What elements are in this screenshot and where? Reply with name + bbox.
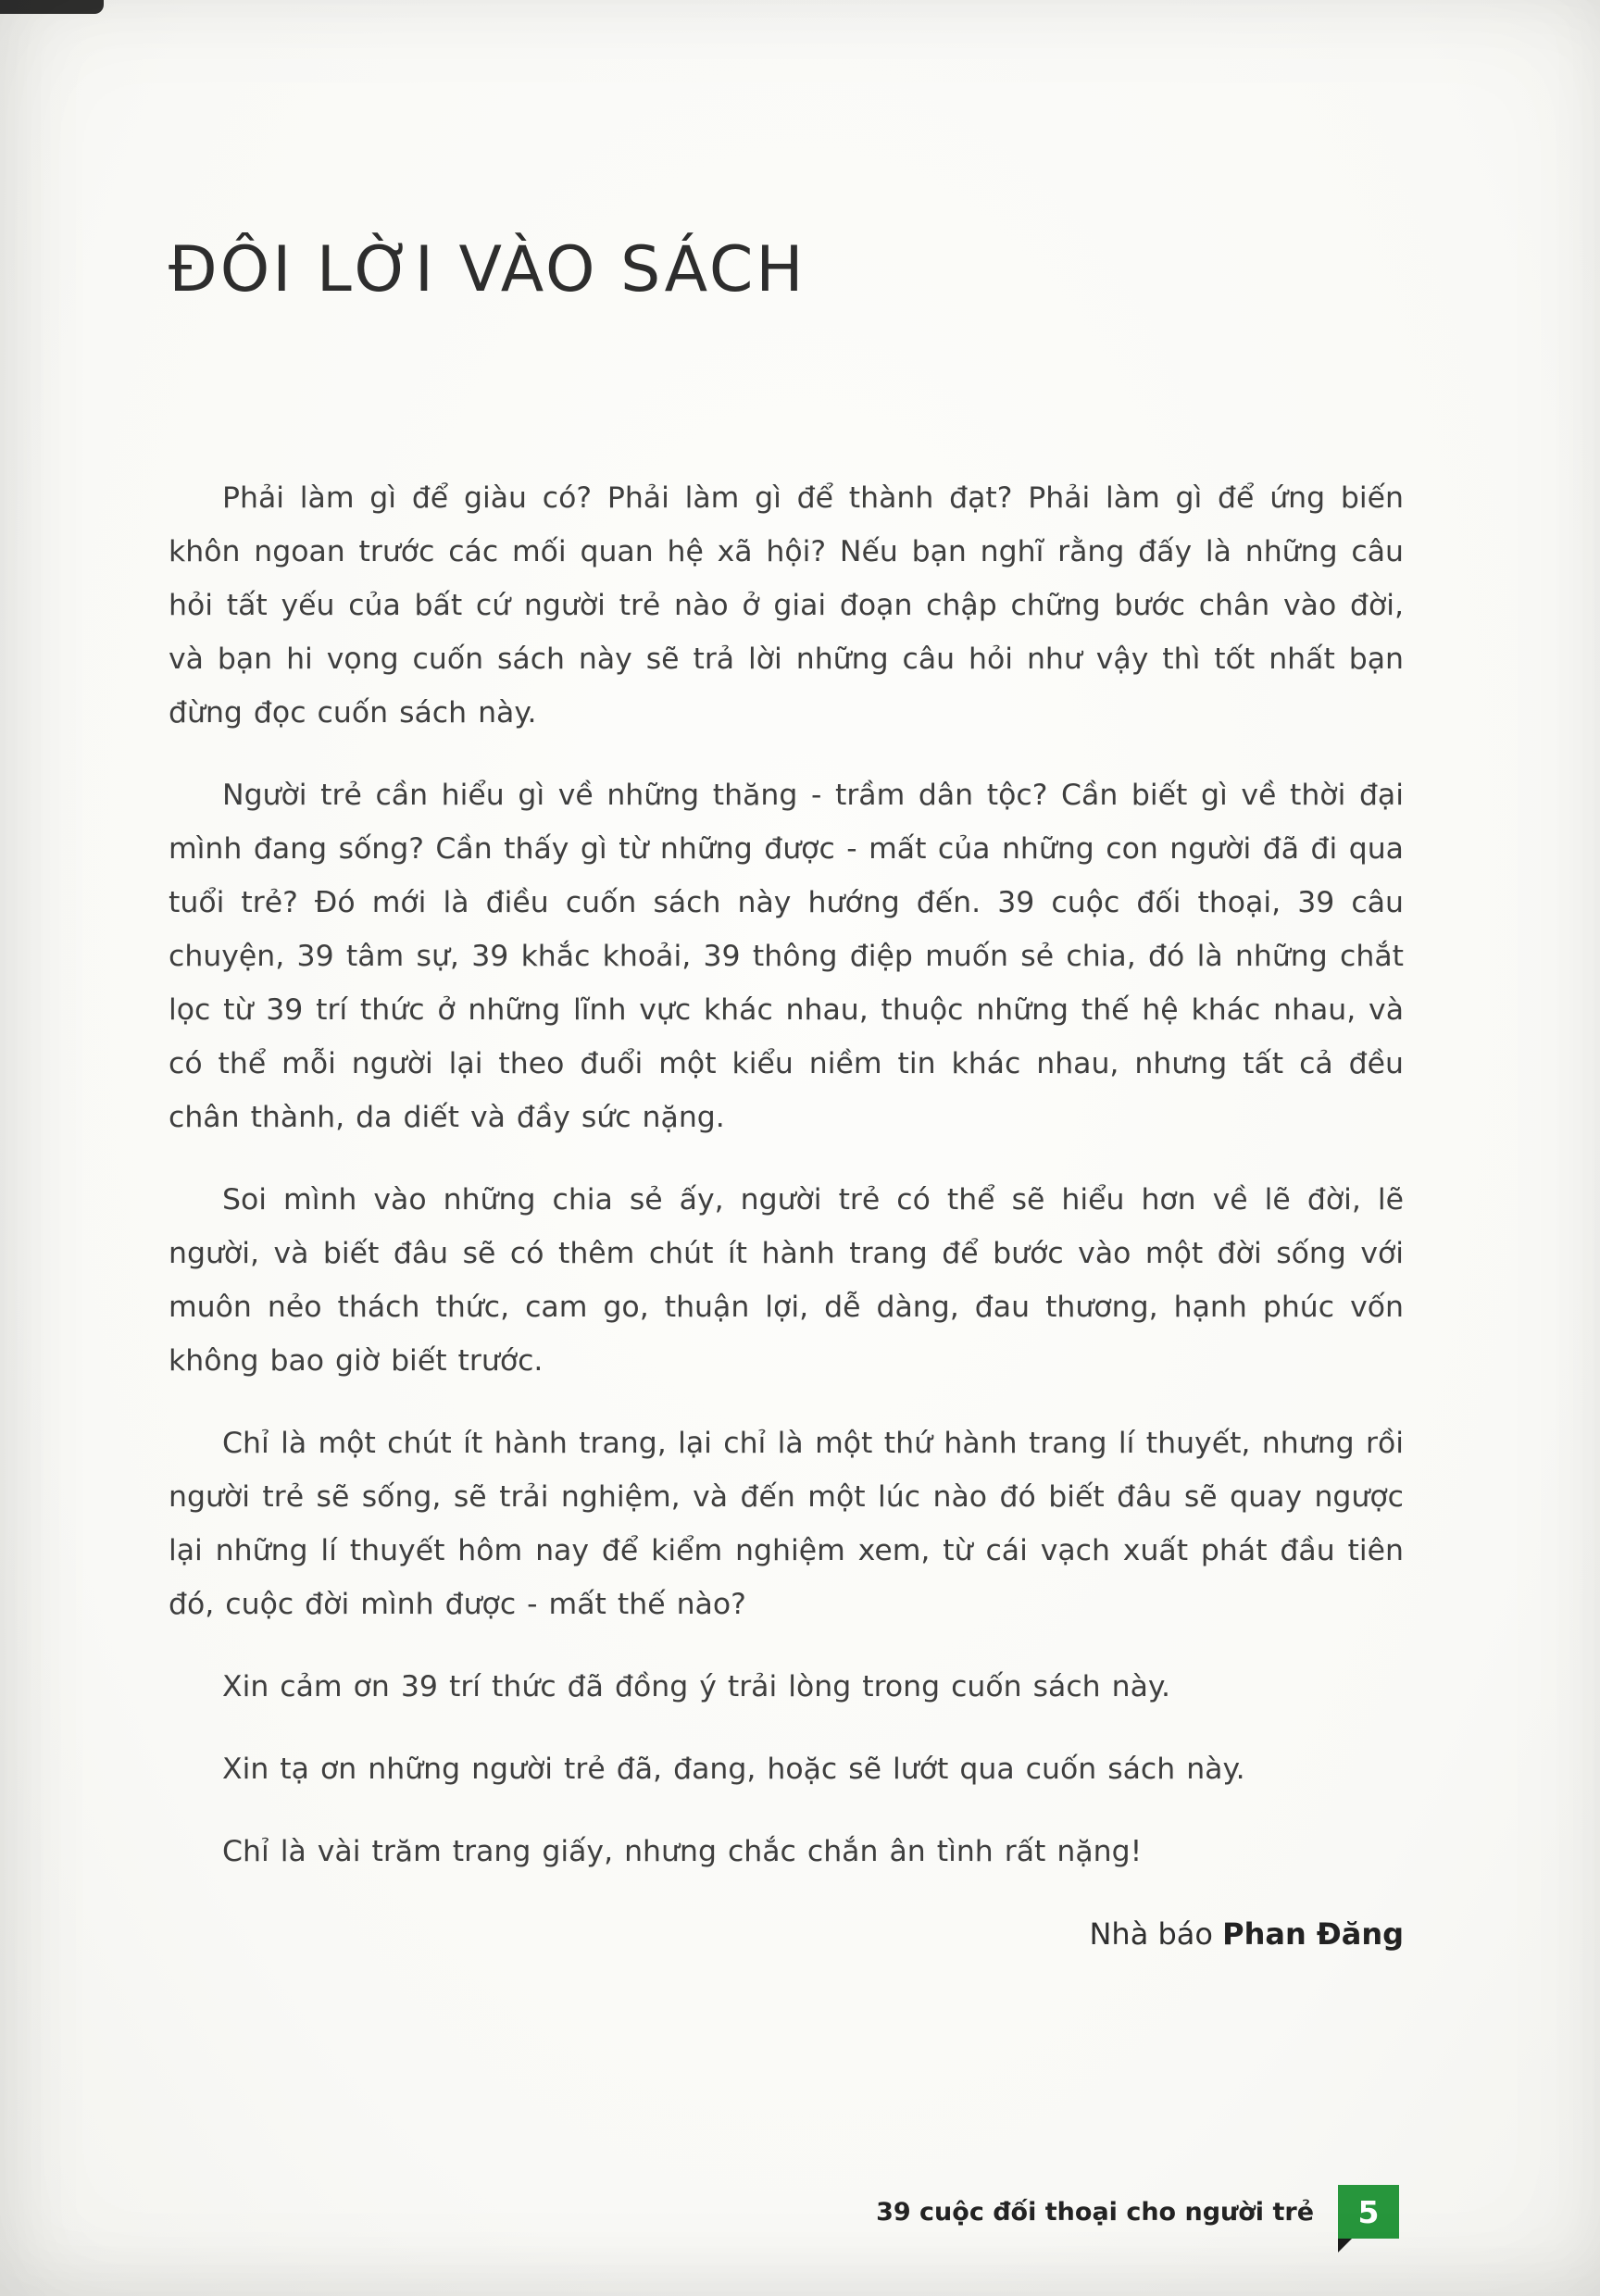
footer-book-title: 39 cuộc đối thoại cho người trẻ [876,2197,1314,2227]
preface-text [169,471,1404,1878]
paragraph: Phải làm gì để giàu có? Phải làm gì để thành đạt? Phải làm gì để ứng biến khôn ngoan trước các mối quan hệ xã hội? Nếu bạn nghĩ rằng đấy là những câu hỏi tất yếu của bất cứ người trẻ nào ở giai đoạn chập chững bước chân vào đời, và bạn hi vọng cuốn sách này sẽ trả lời những câu hỏi như vậy thì tốt nhất bạn đừng đọc cuốn sách này. [169,481,1404,730]
page-number: 5 [1357,2193,1380,2230]
page-title: ĐÔI LỜI VÀO SÁCH [169,233,806,306]
page-number-badge [1338,2185,1399,2239]
paragraph: Xin tạ ơn những người trẻ đã, đang, hoặc sẽ lướt qua cuốn sách này. [222,1753,1245,1786]
paragraph: Chỉ là vài trăm trang giấy, nhưng chắc chắn ân tình rất nặng! [222,1835,1143,1868]
scan-artifact [0,0,104,14]
paragraph: Người trẻ cần hiểu gì về những thăng - trầm dân tộc? Cần biết gì về thời đại mình đang sống? Cần thấy gì từ những được - mất của những con người đã đi qua tuổi trẻ? Đó mới là điều cuốn sách này hướng đến. 39 cuộc đối thoại, 39 câu chuyện, 39 tâm sự, 39 khắc khoải, 39 thông điệp muốn sẻ chia, đó là những chắt lọc từ 39 trí thức ở những lĩnh vực khác nhau, thuộc những thế hệ khác nhau, và có thể mỗi người lại theo đuổi một kiểu niềm tin khác nhau, nhưng tất cả đều chân thành, da diết và đầy sức nặng. [169,779,1404,1134]
signature-name: Phan Đăng [1222,1916,1404,1952]
page-content [169,233,1404,1961]
paragraph: Xin cảm ơn 39 trí thức đã đồng ý trải lòng trong cuốn sách này. [222,1670,1171,1703]
author-signature [169,1907,1404,1961]
paragraph: Soi mình vào những chia sẻ ấy, người trẻ có thể sẽ hiểu hơn về lẽ đời, lẽ người, và biết đâu sẽ có thêm chút ít hành trang để bước vào một đời sống với muôn nẻo thách thức, cam go, thuận lợi, dễ dàng, đau thương, hạnh phúc vốn không bao giờ biết trước. [169,1183,1404,1378]
page-footer [876,2185,1399,2239]
signature-prefix: Nhà báo [1089,1916,1223,1952]
paragraph: Chỉ là một chút ít hành trang, lại chỉ là một thứ hành trang lí thuyết, nhưng rồi người trẻ sẽ sống, sẽ trải nghiệm, và đến một lúc nào đó biết đâu sẽ quay ngược lại những lí thuyết hôm nay để kiểm nghiệm xem, từ cái vạch xuất phát đầu tiên đó, cuộc đời mình được - mất thế nào? [169,1427,1404,1621]
